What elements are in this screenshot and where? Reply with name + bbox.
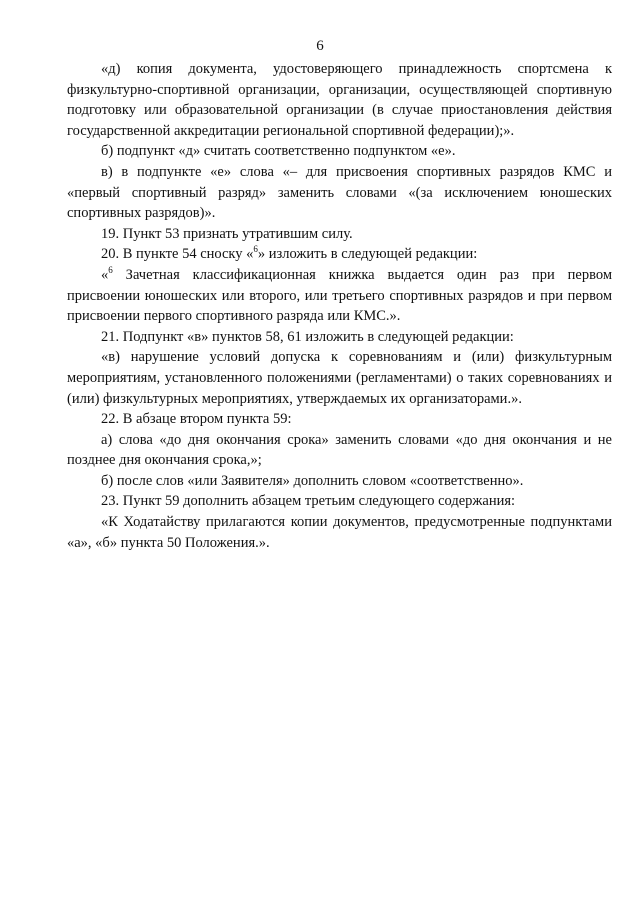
paragraph-23: 23. Пункт 59 дополнить абзацем третьим следующего содержания: bbox=[101, 493, 516, 510]
paragraph-d-copy: «д) копия документа, удостоверяющего принадлежность спортсмена к физкультурно-спортивной организации, организации, осуществляющей спортивную подготовку или образовательной организации (в случае приостановления действия государственной аккредитации региональной спортивной федерации);». bbox=[67, 61, 612, 139]
paragraph-20-before: 20. В пункте 54 сноску « bbox=[101, 246, 254, 263]
paragraph-footnote-6 bbox=[67, 265, 612, 327]
paragraph-v-subitem: в) в подпункте «е» слова «– для присвоения спортивных разрядов КМС и «первый спортивный разряд» заменить словами «(за исключением юношеских спортивных разрядов)». bbox=[67, 163, 612, 222]
footnote-mark: 6 bbox=[108, 265, 113, 276]
footnote-mark: 6 bbox=[253, 244, 258, 255]
paragraph-19: 19. Пункт 53 признать утратившим силу. bbox=[101, 225, 353, 242]
paragraph-b-subitem: б) подпункт «д» считать соответственно подпунктом «е». bbox=[101, 143, 456, 160]
document-body bbox=[67, 59, 612, 553]
paragraph-v-violation: «в) нарушение условий допуска к соревнованиям и (или) физкультурным мероприятиям, установленного положениями (регламентами) о таких соревнованиях и (или) физкультурных мероприятиях, утверждаемых их организаторами.». bbox=[67, 349, 612, 407]
footnote-6-before: « bbox=[101, 266, 109, 283]
paragraph-20-after: » изложить в следующей редакции: bbox=[257, 246, 478, 263]
paragraph-22: 22. В абзаце втором пункта 59: bbox=[101, 411, 292, 428]
paragraph-21: 21. Подпункт «в» пунктов 58, 61 изложить в следующей редакции: bbox=[101, 328, 514, 345]
footnote-6-text: Зачетная классификационная книжка выдается один раз при первом присвоении юношеских или второго, или третьего спортивных разрядов и при первом присвоении первого спортивного разряда или КМС.». bbox=[67, 266, 612, 325]
paragraph-20 bbox=[67, 244, 612, 265]
paragraph-petition: «К Ходатайству прилагаются копии документов, предусмотренные подпунктами «а», «б» пункта 50 Положения.». bbox=[67, 514, 612, 551]
page-number: 6 bbox=[316, 38, 324, 54]
paragraph-b-after-words: б) после слов «или Заявителя» дополнить словом «соответственно». bbox=[101, 472, 524, 489]
paragraph-a-words: а) слова «до дня окончания срока» заменить словами «до дня окончания и не позднее дня окончания срока,»; bbox=[67, 431, 612, 469]
